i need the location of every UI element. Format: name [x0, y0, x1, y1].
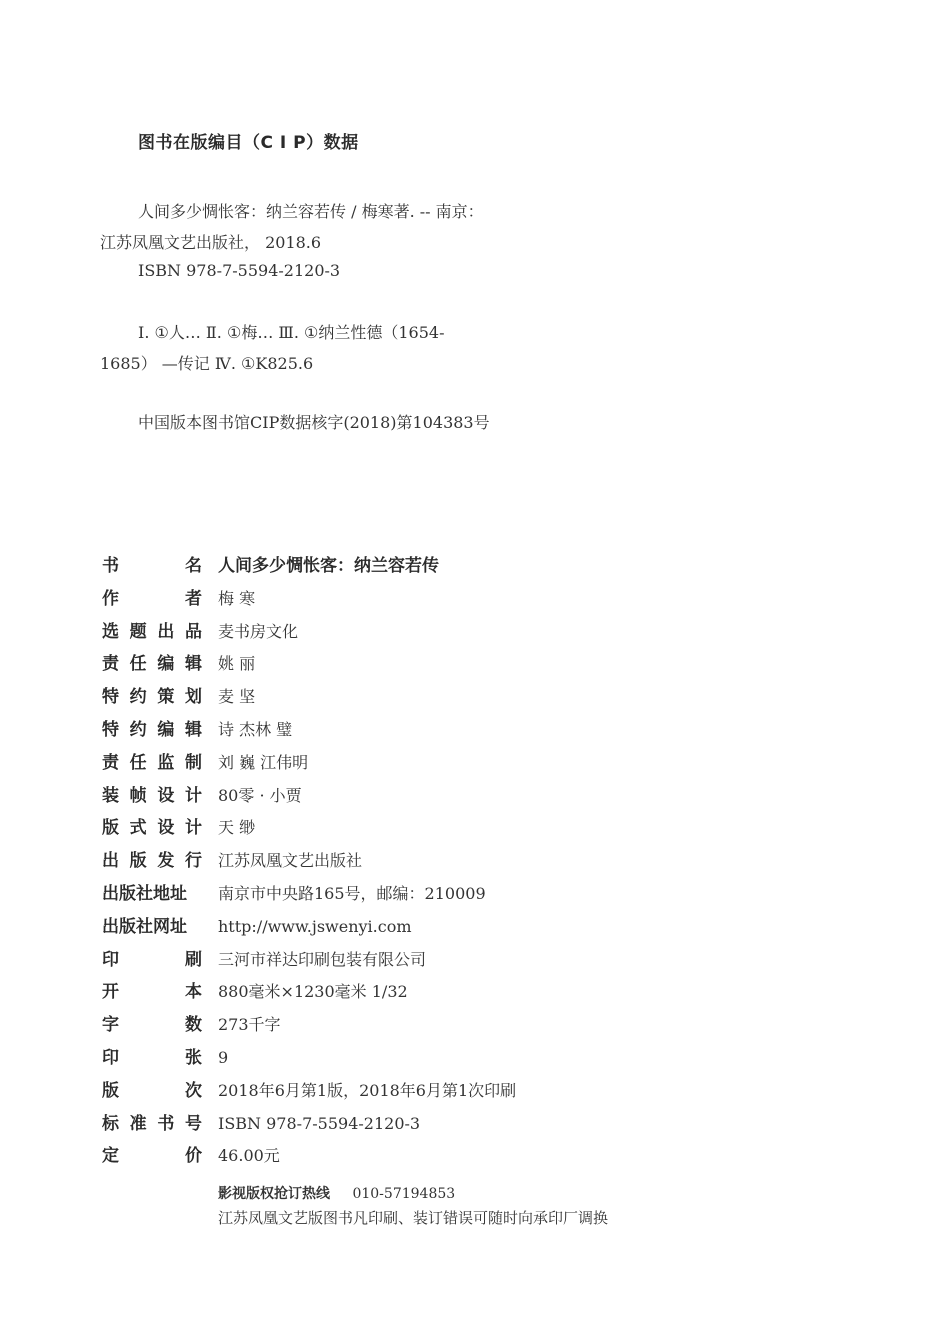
label-char: 制: [184, 752, 202, 773]
info-row: [102, 1076, 702, 1109]
info-row: [102, 813, 702, 846]
label-char: 出版社地址: [102, 883, 187, 904]
label-char: 辑: [184, 719, 202, 740]
info-row-value: 80零 · 小贾: [218, 785, 302, 805]
info-row-label: [102, 584, 202, 609]
info-row: [102, 945, 702, 978]
cip-line-title-author: 人间多少惆怅客：纳兰容若传 / 梅寒著. -- 南京：: [138, 202, 484, 221]
info-row-label: [102, 846, 202, 871]
info-row-label: [102, 1076, 202, 1101]
label-char: 定: [102, 1146, 119, 1167]
info-row-label: [102, 715, 202, 740]
label-char: 印: [102, 949, 119, 970]
label-char: 式: [129, 818, 147, 839]
info-row-label: [102, 617, 202, 642]
hotline-label: 影视版权抢订热线: [218, 1186, 330, 1202]
label-char: 辑: [184, 654, 202, 675]
info-row-label: [102, 879, 202, 904]
label-char: 计: [184, 785, 202, 806]
label-char: 选: [102, 621, 119, 642]
label-char: 版: [102, 1080, 119, 1101]
info-row-label: [102, 1043, 202, 1068]
info-row-label: [102, 1109, 202, 1134]
label-char: 划: [184, 687, 202, 708]
label-char: 约: [129, 719, 147, 740]
info-row-label: [102, 912, 202, 937]
info-row: [102, 617, 702, 650]
label-char: 版: [102, 818, 119, 839]
info-row-label: [102, 551, 202, 576]
info-row-value: 2018年6月第1版，2018年6月第1次印刷: [218, 1080, 517, 1100]
info-row-label: [102, 748, 202, 773]
label-char: 策: [157, 687, 175, 708]
cip-line-subjects: Ⅰ. ①人… Ⅱ. ①梅… Ⅲ. ①纳兰性德（1654-: [138, 323, 445, 342]
info-row-value: 46.00元: [218, 1146, 280, 1166]
cip-line-record-number: 中国版本图书馆CIP数据核字(2018)第104383号: [138, 413, 490, 432]
label-char: 数: [185, 1015, 202, 1036]
info-row: [102, 781, 702, 814]
info-row-label: [102, 682, 202, 707]
cip-title: 图书在版编目（C I P）数据: [138, 133, 359, 153]
label-char: 计: [184, 818, 202, 839]
info-row: [102, 879, 702, 912]
label-char: 刷: [185, 949, 202, 970]
info-row: [102, 682, 702, 715]
label-char: 约: [129, 687, 147, 708]
info-row-label: [102, 977, 202, 1002]
label-char: 任: [129, 752, 147, 773]
info-row-value: 9: [218, 1047, 229, 1067]
label-char: 编: [157, 719, 175, 740]
label-char: 出: [157, 621, 175, 642]
info-row-value: 梅 寒: [218, 588, 256, 608]
cip-line-classification: 1685） —传记 Ⅳ. ①K825.6: [100, 354, 314, 373]
info-row: [102, 1043, 702, 1076]
label-char: 题: [129, 621, 147, 642]
label-char: 任: [129, 654, 147, 675]
hotline-number: 010-57194853: [352, 1186, 456, 1202]
label-char: 编: [157, 654, 175, 675]
info-row-value: 刘 巍 江伟明: [218, 752, 309, 772]
label-char: 价: [185, 1146, 202, 1167]
label-char: 责: [102, 654, 119, 675]
label-char: 监: [157, 752, 175, 773]
cip-line-publisher: 江苏凤凰文艺出版社， 2018.6: [100, 233, 322, 252]
info-row: [102, 1010, 702, 1043]
label-char: 书: [157, 1113, 175, 1134]
label-char: 帧: [129, 785, 147, 806]
label-char: 出: [102, 851, 119, 872]
info-row-value: 诗 杰林 璧: [218, 719, 293, 739]
label-char: 本: [185, 982, 202, 1003]
label-char: 印: [102, 1047, 119, 1068]
label-char: 开: [102, 982, 119, 1003]
info-row-value: 天 缈: [218, 818, 256, 838]
info-row-label: [102, 781, 202, 806]
info-row: [102, 649, 702, 682]
label-char: 设: [157, 785, 175, 806]
info-row-value: 273千字: [218, 1015, 281, 1035]
printing-error-notice: 江苏凤凰文艺版图书凡印刷、装订错误可随时向承印厂调换: [218, 1209, 609, 1227]
info-row-value: 人间多少惆怅客：纳兰容若传: [218, 556, 439, 576]
info-row: [102, 1109, 702, 1142]
label-char: 标: [102, 1113, 119, 1134]
label-char: 特: [102, 687, 119, 708]
info-row: [102, 715, 702, 748]
info-row: [102, 912, 702, 945]
info-row-value: http://www.jswenyi.com: [218, 916, 412, 936]
info-row: [102, 584, 702, 617]
info-row: [102, 1141, 702, 1174]
label-char: 装: [102, 785, 119, 806]
label-char: 责: [102, 752, 119, 773]
publication-info-table: [102, 551, 702, 1174]
label-char: 字: [102, 1015, 119, 1036]
label-char: 者: [185, 588, 202, 609]
info-row-value: 麦 坚: [218, 687, 256, 707]
label-char: 号: [184, 1113, 202, 1134]
label-char: 品: [184, 621, 202, 642]
info-row-label: [102, 1010, 202, 1035]
label-char: 设: [157, 818, 175, 839]
label-char: 作: [102, 588, 119, 609]
info-row-value: 麦书房文化: [218, 621, 299, 641]
info-row-value: 姚 丽: [218, 654, 256, 674]
info-row-value: ISBN 978-7-5594-2120-3: [218, 1113, 421, 1133]
info-row-label: [102, 649, 202, 674]
info-row-label: [102, 945, 202, 970]
label-char: 书: [102, 556, 119, 576]
label-char: 特: [102, 719, 119, 740]
label-char: 行: [184, 851, 202, 872]
label-char: 名: [185, 556, 202, 576]
info-row-value: 880毫米×1230毫米 1/32: [218, 982, 408, 1002]
info-row: [102, 551, 702, 584]
label-char: 张: [185, 1047, 202, 1068]
info-row: [102, 748, 702, 781]
info-row-value: 三河市祥达印刷包装有限公司: [218, 949, 427, 969]
info-row: [102, 846, 702, 879]
copyright-hotline: [218, 1183, 455, 1203]
label-char: 准: [129, 1113, 147, 1134]
info-row-label: [102, 1141, 202, 1166]
label-char: 次: [185, 1080, 202, 1101]
info-row-label: [102, 813, 202, 838]
info-row-value: 南京市中央路165号，邮编：210009: [218, 883, 486, 903]
label-char: 版: [129, 851, 147, 872]
cip-line-isbn: ISBN 978-7-5594-2120-3: [138, 261, 341, 280]
info-row-value: 江苏凤凰文艺出版社: [218, 851, 363, 871]
info-row: [102, 977, 702, 1010]
label-char: 出版社网址: [102, 916, 187, 937]
label-char: 发: [157, 851, 175, 872]
